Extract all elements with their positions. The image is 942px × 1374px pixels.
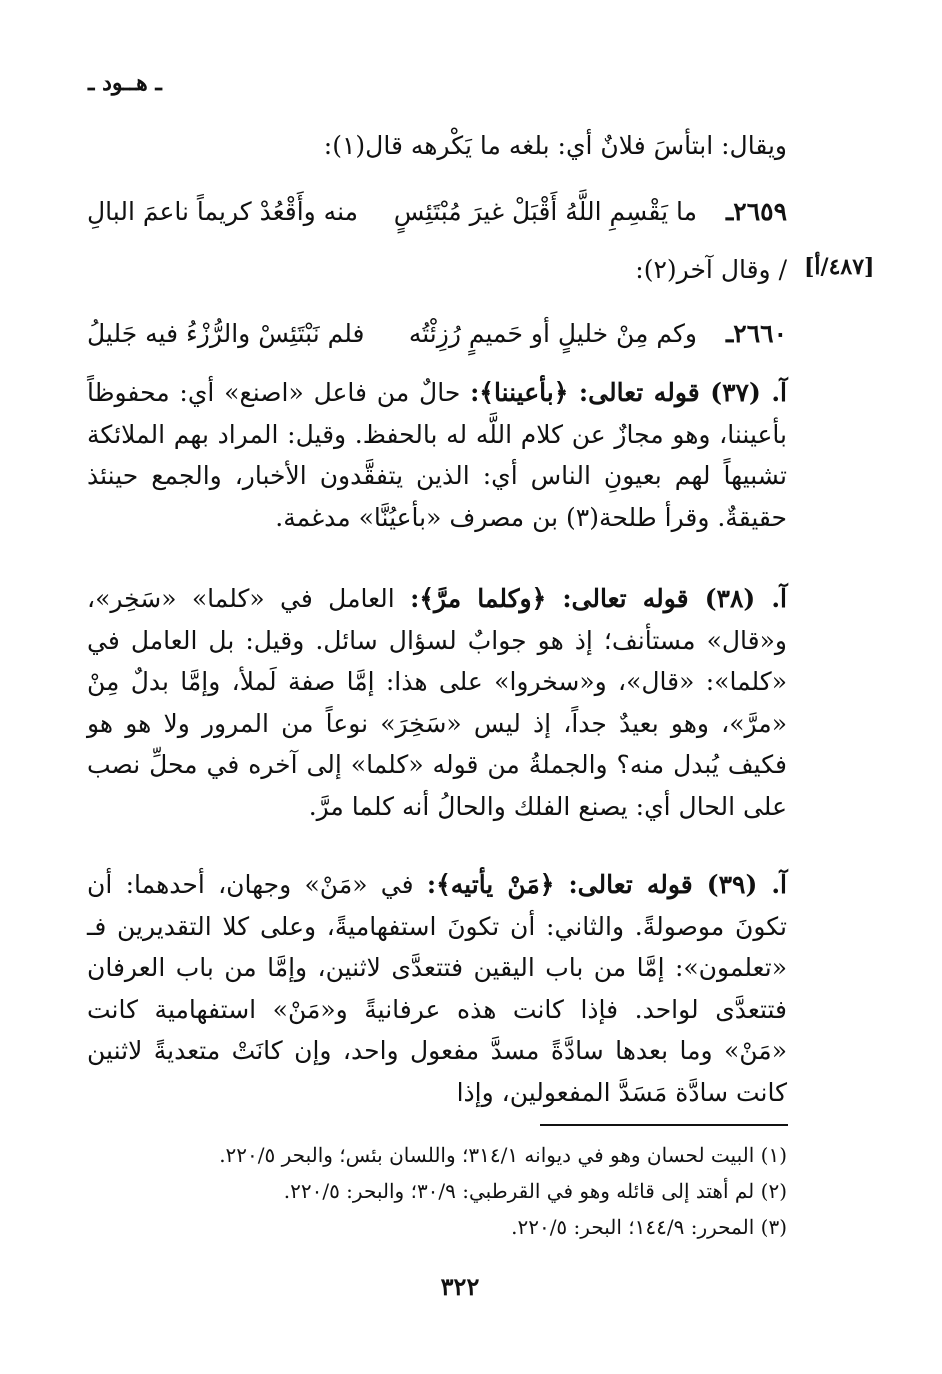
verse-first-hemistich: ما يَقْسِمِ اللَّهُ أَقْبَلْ غيرَ مُبْتَئِسٍ xyxy=(393,197,697,226)
paragraph-verse-38 xyxy=(87,578,787,827)
paragraph-verse-39 xyxy=(87,864,787,1113)
paragraph-lead: آ. (٣٩) قوله تعالى: ﴿مَنْ يأتيه﴾: xyxy=(426,870,788,899)
verse-second-hemistich: منه وأَقْعُدْ كريماً ناعمَ البالِ xyxy=(87,197,359,226)
verse-2660 xyxy=(87,314,787,354)
intro-line: ويقال: ابتأسَ فلانٌ أي: بلغه ما يَكْرهه قال(١): xyxy=(323,131,787,160)
footnote-1: (١) البيت لحسان وهو في ديوانه ٣١٤/١؛ واللسان بئس؛ والبحر ٢٢٠/٥. xyxy=(219,1143,787,1167)
paragraph-verse-37 xyxy=(87,372,787,538)
page-number: ٣٢٢ xyxy=(440,1272,480,1301)
intro2-line: / وقال آخر(٢): xyxy=(635,255,787,284)
running-head: ـ هــود ـ xyxy=(88,70,162,96)
margin-folio-reference: [٤٨٧/أ] xyxy=(804,254,875,280)
verse-2659 xyxy=(87,192,787,232)
verse-second-hemistich: فلم نَبْتَئِسْ والرُّزْءُ فيه جَليلُ xyxy=(87,319,365,348)
verse-number: ٢٦٦٠ـ xyxy=(725,319,787,348)
verse-number: ٢٦٥٩ـ xyxy=(725,197,787,226)
paragraph-text: حالٌ من فاعل «اصنع» أي: محفوظاً بأعيننا، وهو مجازٌ عن كلام اللَّه له بالحفظ. وقيل: المراد بهم الملائكة تشبيهاً لهم بعيونِ الناس أي: الذين يتفقَّدون الأخبار، والجمع حينئذ حقيقةٌ. وقرأ طلحة(٣) بن مصرف «بأعيُنَّا» مدغمة. xyxy=(87,378,787,532)
footnote-3: (٣) المحرر: ١٤٤/٩؛ البحر: ٢٢٠/٥. xyxy=(511,1215,787,1239)
paragraph-text: في «مَنْ» وجهان، أحدهما: أن تكونَ موصولةً. والثاني: أن تكونَ استفهاميةً، وعلى كلا التقديرين فـ «تعلمون»: إمَّا من باب اليقين فتتعدَّى لاثنين، وإمَّا من باب العرفان فتتعدَّى لواحد. فإذا كانت هذه عرفانيةً و«مَنْ» استفهامية كانت «مَنْ» وما بعدها سادَّةً مسدَّ مفعول واحد، وإن كانَتْ متعديةً لاثنين كانت سادَّة مَسَدَّ المفعولين، وإذا xyxy=(87,870,787,1107)
footnote-2: (٢) لم أهتد إلى قائله وهو في القرطبي: ٣٠/٩؛ والبحر: ٢٢٠/٥. xyxy=(283,1179,787,1203)
verse-first-hemistich: وكم مِنْ خليلٍ أو حَميمٍ رُزِئْتُه xyxy=(408,319,697,348)
footnote-divider xyxy=(540,1124,788,1126)
paragraph-lead: آ. (٣٧) قوله تعالى: ﴿بأعيننا﴾: xyxy=(470,378,787,407)
paragraph-lead: آ. (٣٨) قوله تعالى: ﴿وكلما مرَّ﴾: xyxy=(410,584,787,613)
paragraph-text: العامل في «كلما» «سَخِر»، و«قال» مستأنف؛ إذ هو جوابٌ لسؤال سائل. وقيل: بل العامل في «كلما»: «قال»، و«سخروا» على هذا: إمَّا صفة لَملأ، وإمَّا بدلٌ مِنْ «مرَّ»، وهو بعيدٌ جداً، إذ ليس «سَخِرَ» نوعاً من المرور ولا هو هو فكيف يُبدل منه؟ والجملةُ من قوله «كلما» إلى آخره في محلِّ نصب على الحال أي: يصنع الفلك والحالُ أنه كلما مرَّ. xyxy=(87,584,787,821)
